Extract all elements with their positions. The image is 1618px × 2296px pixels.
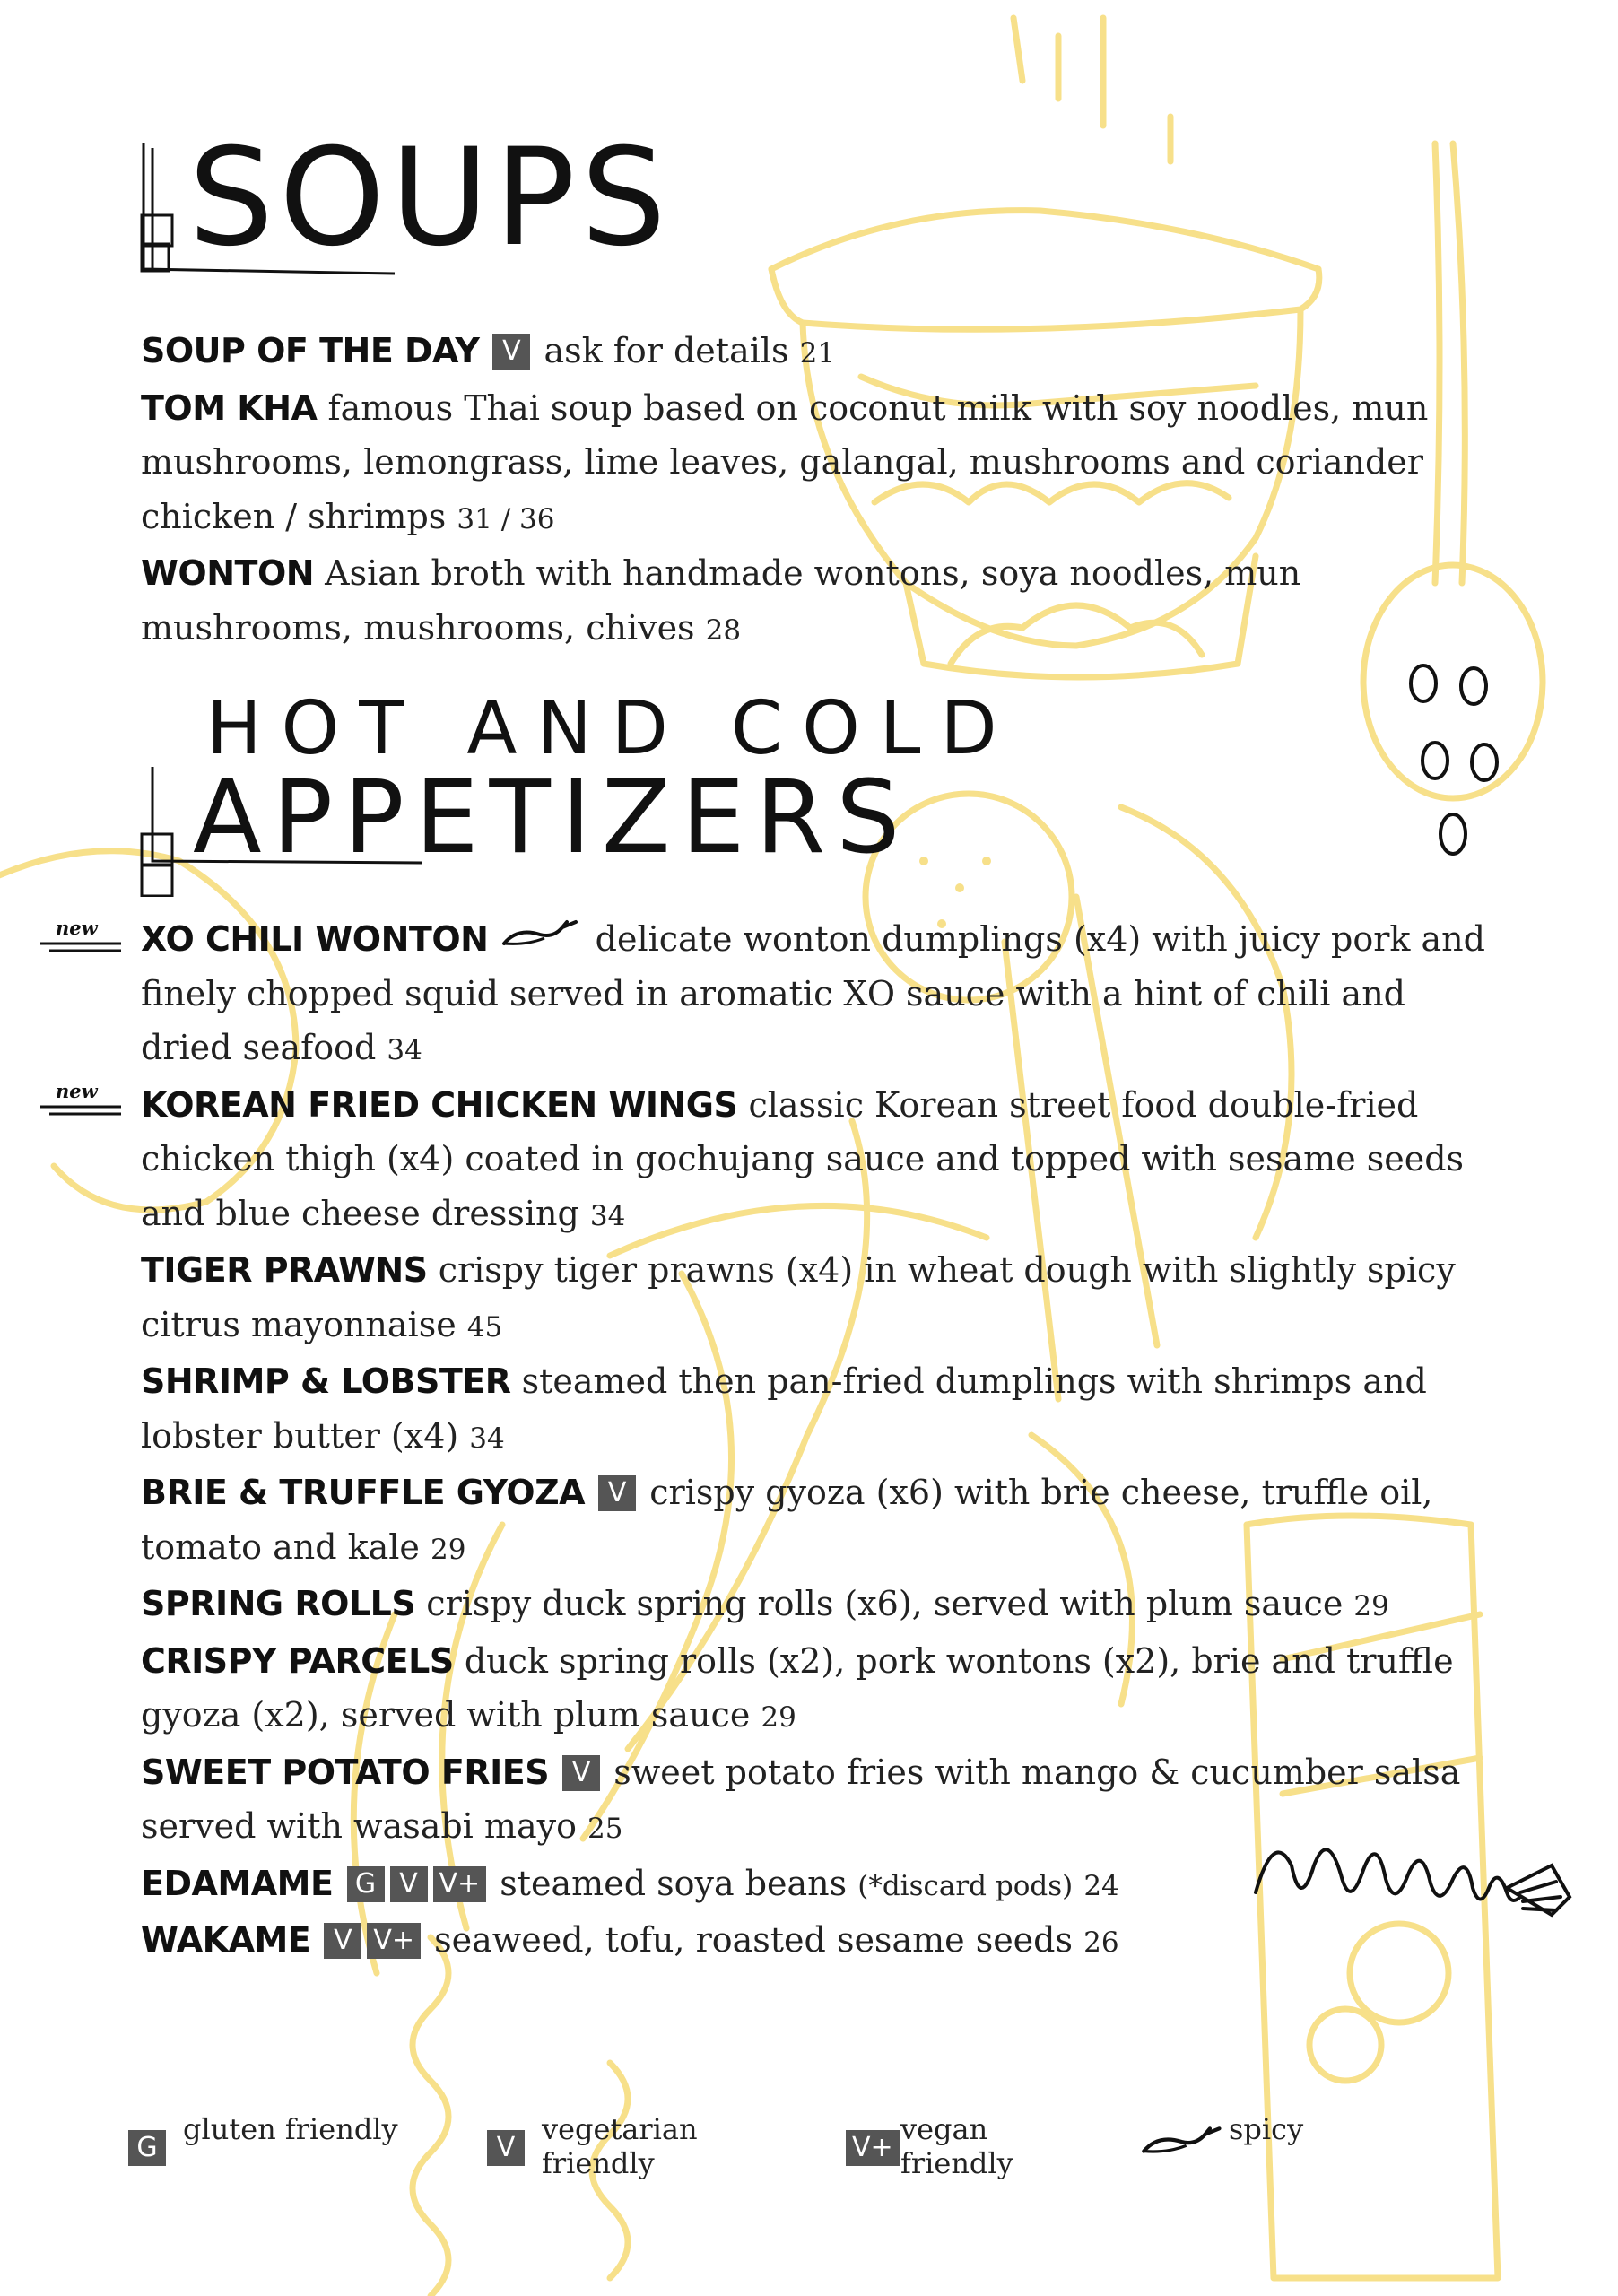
appetizers-title-line1: HOT AND COLD <box>206 686 1017 771</box>
whisk-doodle <box>1238 1812 1579 1946</box>
vegetarian-badge: V <box>324 1923 361 1959</box>
vegan-badge: V+ <box>433 1866 487 1902</box>
vegan-badge: V+ <box>846 2130 900 2166</box>
menu-item: TIGER PRAWNS crispy tiger prawns (x4) in wheat dough with slightly spicy citrus mayonnaise 45 <box>141 1250 1456 1344</box>
new-tag: new <box>36 924 126 960</box>
appetizers-title-line2: APPETIZERS <box>193 760 911 876</box>
menu-item: SHRIMP & LOBSTER steamed then pan-fried dumplings with shrimps and lobster butter (x4) 34 <box>141 1361 1427 1456</box>
chili-icon <box>1139 2123 1229 2159</box>
menu-item: WAKAME V V+ seaweed, tofu, roasted sesame seeds 26 <box>141 1920 1119 1960</box>
gluten-badge: G <box>347 1866 385 1902</box>
soups-title: SOUPS <box>188 120 672 276</box>
menu-item: SPRING ROLLS crispy duck spring rolls (x6), served with plum sauce 29 <box>141 1584 1389 1623</box>
legend-label: gluten friendly <box>183 2112 398 2146</box>
menu-item: TOM KHA famous Thai soup based on coconut milk with soy noodles, mun mushrooms, lemongrass, lime leaves, galangal, mushrooms and coriander chicken / shrimps 31 / 36 <box>141 387 1429 536</box>
vegetarian-badge: V <box>487 2130 525 2166</box>
vegan-badge: V+ <box>367 1923 421 1959</box>
menu-item: CRISPY PARCELS duck spring rolls (x2), pork wontons (x2), brie and truffle gyoza (x2), served with plum sauce 29 <box>141 1640 1454 1735</box>
gluten-badge: G <box>128 2130 166 2166</box>
decorative-dots <box>1411 665 1497 854</box>
menu-item: EDAMAME G V V+ steamed soya beans (*discard pods) 24 <box>141 1863 1119 1903</box>
menu-item: XO CHILI WONTON delicate wonton dumplings (x4) with juicy pork and finely chopped squid served in aromatic XO sauce with a hint of chili and dried seafood 34 <box>141 919 1485 1067</box>
legend-label: vegan friendly <box>900 2112 1013 2180</box>
menu-item: SOUP OF THE DAY V ask for details 21 <box>141 331 836 370</box>
vegetarian-badge: V <box>598 1475 636 1511</box>
vegetarian-badge: V <box>492 334 530 370</box>
vegetarian-badge: V <box>390 1866 428 1902</box>
menu-item: BRIE & TRUFFLE GYOZA V crispy gyoza (x6) with brie cheese, truffle oil, tomato and kale 29 <box>141 1473 1433 1567</box>
legend-label: vegetarian friendly <box>542 2112 698 2180</box>
legend-label: spicy <box>1229 2112 1304 2146</box>
chili-icon <box>500 918 585 949</box>
menu-item: KOREAN FRIED CHICKEN WINGS classic Korean street food double-fried chicken thigh (x4) coated in gochujang sauce and topped with sesame seeds and blue cheese dressing 34 <box>141 1084 1465 1233</box>
new-tag: new <box>36 1087 126 1123</box>
menu-item: SWEET POTATO FRIES V sweet potato fries with mango & cucumber salsa served with wasabi mayo 25 <box>141 1752 1461 1846</box>
vegetarian-badge: V <box>562 1755 600 1791</box>
soups-list <box>141 324 1504 657</box>
menu-item: WONTON Asian broth with handmade wontons, soya noodles, mun mushrooms, mushrooms, chives 28 <box>141 553 1301 648</box>
